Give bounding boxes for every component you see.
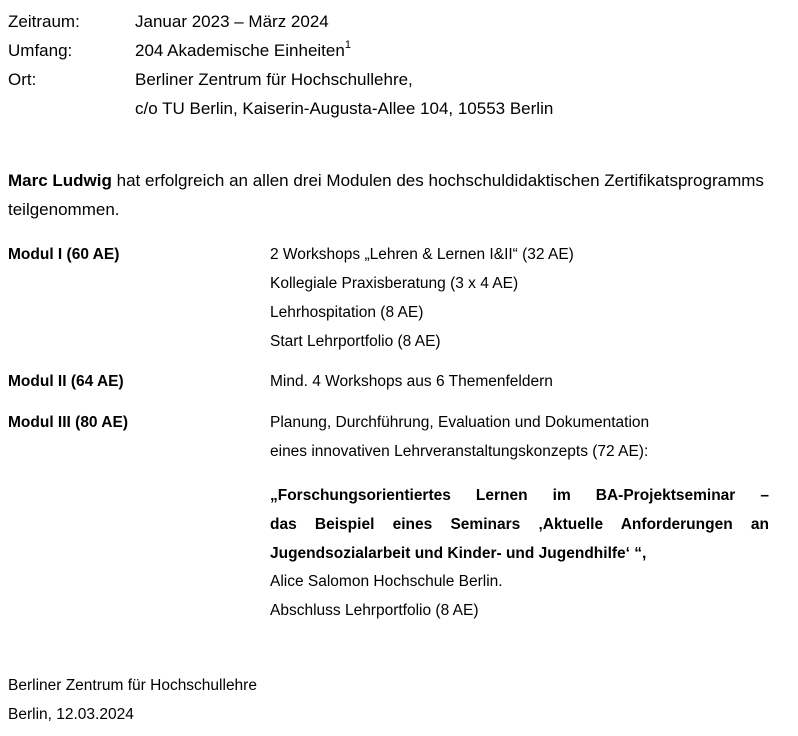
module-2-details xyxy=(270,367,770,396)
place-line-2: c/o TU Berlin, Kaiserin-Augusta-Allee 104, 10553 Berlin xyxy=(135,99,554,118)
period-row xyxy=(8,11,329,33)
module-3-after-line: Alice Salomon Hochschule Berlin. xyxy=(270,573,503,590)
module-3-title: Modul III (80 AE) xyxy=(8,414,128,431)
place-line-1: Berliner Zentrum für Hochschullehre, xyxy=(135,70,413,89)
period-label: Zeitraum: xyxy=(8,12,80,31)
module-3-details xyxy=(270,408,770,466)
scope-label: Umfang: xyxy=(8,41,73,60)
scope-value-wrap xyxy=(135,40,351,62)
intro-paragraph xyxy=(8,166,768,224)
module-3-line: Planung, Durchführung, Evaluation und Dokumentation xyxy=(270,414,650,431)
module-1-line: Lehrhospitation (8 AE) xyxy=(270,304,424,321)
place-row xyxy=(8,69,413,91)
module-1-line: Start Lehrportfolio (8 AE) xyxy=(270,333,441,350)
module-1-details xyxy=(270,240,770,356)
module-3-after-line: Abschluss Lehrportfolio (8 AE) xyxy=(270,602,479,619)
project-title xyxy=(270,481,769,568)
period-value: Januar 2023 – März 2024 xyxy=(135,12,329,31)
project-title-line-2: das Beispiel eines Seminars ‚Aktuelle Anforderungen an xyxy=(270,516,769,533)
scope-row xyxy=(8,40,351,62)
module-2-line: Mind. 4 Workshops aus 6 Themenfeldern xyxy=(270,373,553,390)
place-row-2 xyxy=(8,98,553,120)
module-1-title: Modul I (60 AE) xyxy=(8,246,120,263)
project-title-line-1: „Forschungsorientiertes Lernen im BA-Projektseminar – xyxy=(270,487,769,504)
footer-institution: Berliner Zentrum für Hochschullehre xyxy=(8,677,257,694)
intro-text: hat erfolgreich an allen drei Modulen des hochschuldidaktischen Zertifikatsprogramms teilgenommen. xyxy=(8,171,764,219)
module-2-title: Modul II (64 AE) xyxy=(8,373,124,390)
footer-place-date: Berlin, 12.03.2024 xyxy=(8,706,134,723)
module-3-line: eines innovativen Lehrveranstaltungskonzepts (72 AE): xyxy=(270,443,649,460)
module-1-line: 2 Workshops „Lehren & Lernen I&II“ (32 AE) xyxy=(270,246,574,263)
project-title-line-3: Jugendsozialarbeit und Kinder- und Jugendhilfe‘ “, xyxy=(270,545,647,562)
scope-value: 204 Akademische Einheiten xyxy=(135,41,345,60)
place-label: Ort: xyxy=(8,70,37,89)
scope-footnote-marker: 1 xyxy=(344,39,351,52)
module-3-after xyxy=(270,567,503,625)
participant-name: Marc Ludwig xyxy=(8,171,112,190)
module-1-line: Kollegiale Praxisberatung (3 x 4 AE) xyxy=(270,275,519,292)
